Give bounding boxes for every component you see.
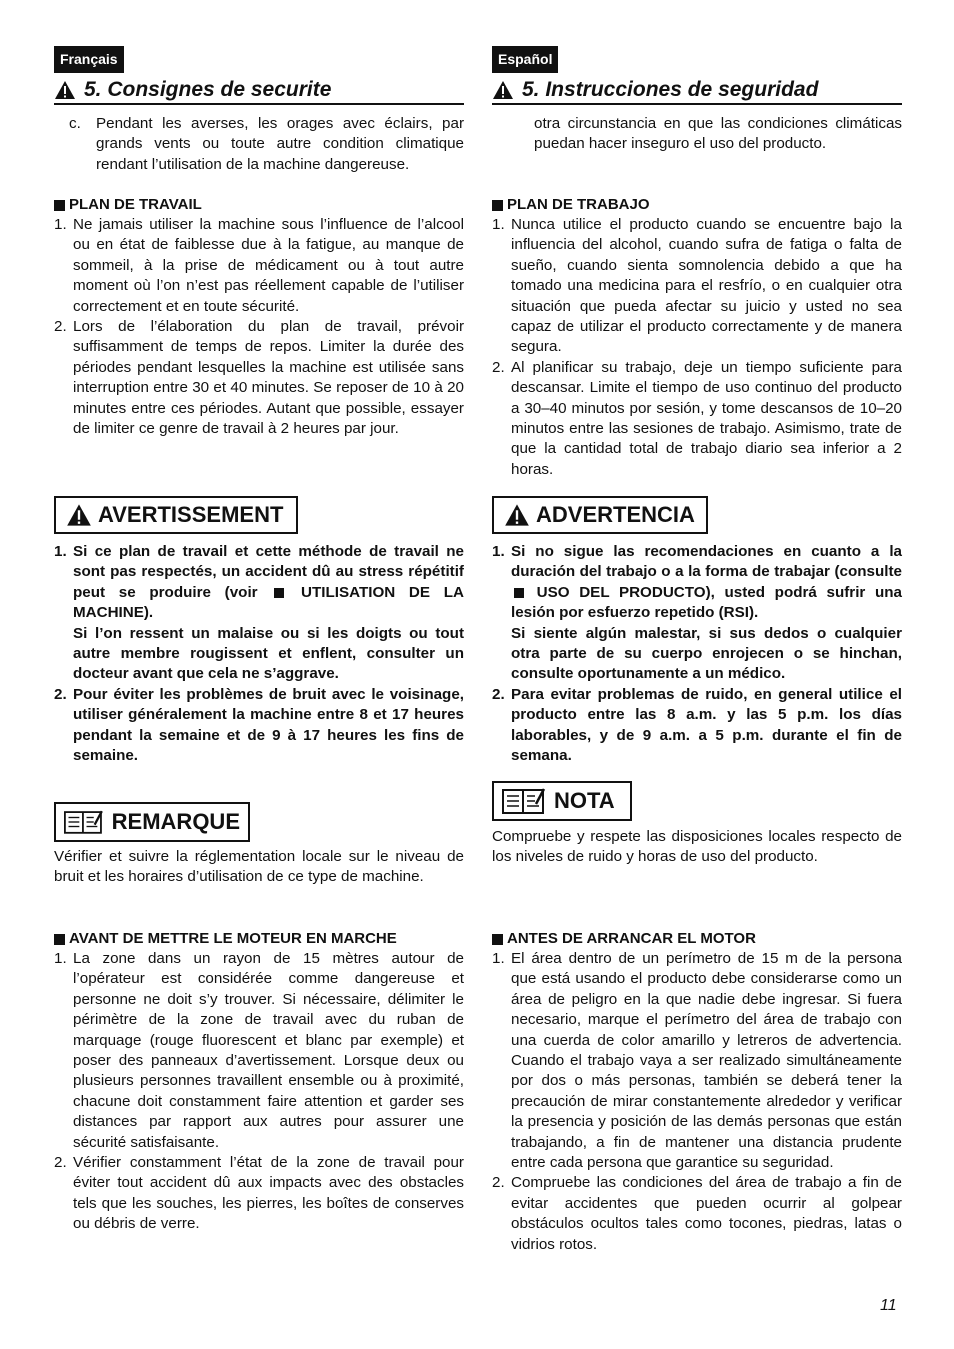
intro-text: otra circunstancia en que las condiciones climáticas puedan hacer inseguro el uso del producto. bbox=[534, 115, 902, 153]
start-heading-es: ANTES DE ARRANCAR EL MOTOR bbox=[492, 929, 902, 949]
list-item: 1. Si no sigue las recomendaciones en cuanto a la duración del trabajo o a la forma de trabajar (consulte USO DEL PRODUCTO), usted podrá sufrir una lesión por esfuerzo repetido (RSI). Si siente algún malestar, si sus dedos o cualquier otra parte de su cuerpo enrojecen o se hinchan, consulte oportunamente a un médico. bbox=[492, 543, 902, 683]
list-item: 2. Compruebe las condiciones del área de trabajo a fin de evitar accidentes que pueden ocurrir al golpear obstáculos ocultos tales como tocones, piedras, latas o vidrios rotos. bbox=[492, 1174, 902, 1253]
warning-content-fr bbox=[54, 542, 464, 766]
plan-section-fr bbox=[54, 195, 464, 439]
bullet-square-icon bbox=[492, 200, 503, 211]
section-title-text: 5. Consignes de securite bbox=[84, 78, 332, 101]
warning-label: AVERTISSEMENT bbox=[98, 502, 284, 527]
list-item: 2. Para evitar problemas de ruido, en general utilice el producto entre las 8 a.m. y las 5 p.m. los días laborables, y de 9 a.m. a 5 p.m. durante el fin de semana. bbox=[492, 685, 902, 765]
start-heading-fr: AVANT DE METTRE LE MOTEUR EN MARCHE bbox=[54, 929, 464, 949]
bullet-square-icon bbox=[54, 200, 65, 211]
list-item: 2. Lors de l’élaboration du plan de travail, prévoir suffisamment de temps de repos. Limiter la durée des périodes pendant lesquelles la machine est utilisée sans interruption entre 30 et 40 minutes. Se reposer de 10 à 20 minutes entre ces périodes. Autant que possible, essayer de limiter ce genre de travail à 2 heures par jour. bbox=[54, 318, 464, 438]
list-item: 1. La zone dans un rayon de 15 mètres autour de l’opérateur est considérée comme dangereuse et personne ne doit s’y trouver. Si nécessaire, délimiter le périmètre de la zone de travail avec du ruban de marquage (rouge fluorescent et blanc par exemple) et poser des panneaux d’avertissement. Lorsque deux ou plusieurs personnes travaillent ensemble ou à proximité, chacune doit constamment faire attention et garder ses distances par rapport aux autres pour assurer une sécurité satisfaisante. bbox=[54, 950, 464, 1151]
warning-box-es bbox=[492, 496, 708, 534]
intro-paragraph-fr bbox=[54, 114, 464, 175]
warning-triangle-icon bbox=[504, 503, 530, 527]
warning-box-fr bbox=[54, 496, 298, 534]
note-label: REMARQUE bbox=[111, 809, 240, 834]
note-box-fr bbox=[54, 802, 250, 842]
list-item: 2. Vérifier constamment l’état de la zone de travail pour éviter tout accident dû aux impacts avec des obstacles tels que les souches, les pierres, les boîtes de conserves ou débris de verre. bbox=[54, 1154, 464, 1233]
list-item: 1. Ne jamais utiliser la machine sous l’influence de l’alcool ou en état de faiblesse due à la fatigue, au manque de sommeil, à la prise de médicament ou à tout autre moment où l’on n’est pas réellement capable de l’utiliser correctement et en toute sécurité. bbox=[54, 216, 464, 315]
intro-text: Pendant les averses, les orages avec éclairs, par grands vents ou toute autre condition climatique rendant l’utilisation de la machine dangereuse. bbox=[96, 115, 464, 173]
list-item: 2. Pour éviter les problèmes de bruit avec le voisinage, utiliser généralement la machine entre 8 et 17 heures pendant la semaine et de 9 à 17 heures les fins de semaine. bbox=[54, 685, 464, 765]
start-section-fr bbox=[54, 929, 464, 1235]
bullet-square-icon bbox=[274, 588, 284, 598]
page-number: 11 bbox=[880, 1297, 897, 1314]
bullet-square-icon bbox=[514, 588, 524, 598]
list-item: 2. Al planificar su trabajo, deje un tiempo suficiente para descansar. Limite el tiempo de uso continuo del producto a 30–40 minutos por sesión, y tome descansos de 10–20 minutos entre las sesiones de trabajo. Asimismo, trate de que la cantidad total de trabajo diario sea inferior a 2 horas. bbox=[492, 358, 902, 478]
list-item: 1. Nunca utilice el producto cuando se encuentre bajo la influencia del alcohol, cuando sufra de fatiga o falta de sueño, cuando sienta somnolencia debido a que ha tomado una medicina para el resfrío, o en cualquier otra situación que pueda afectar su juicio y usted no sea capaz de utilizar el producto correctamente y de manera segura. bbox=[492, 216, 902, 356]
intro-letter: c. bbox=[69, 115, 81, 132]
plan-heading-es: PLAN DE TRABAJO bbox=[492, 195, 902, 215]
notebook-icon bbox=[502, 787, 546, 815]
plan-heading-fr: PLAN DE TRAVAIL bbox=[54, 195, 464, 215]
warning-label: ADVERTENCIA bbox=[536, 502, 695, 527]
section-title-fr bbox=[54, 76, 464, 105]
language-tag-fr: Français bbox=[54, 46, 124, 73]
list-item: 1. El área dentro de un perímetro de 15 m de la persona que está usando el producto debe considerarse como un área de peligro en la que nadie debe ingresar. Si fuera necesario, marque el perímetro del área de trabajo con una cuerda de color amarillo y letreros de advertencia. Cuando el trabajo vaya a ser realizado simultáneamente por dos o más personas, también se deberá tener la precaución de mirar constantemente alrededor y verificar la presencia y posición de las demás personas que están trabajando, a fin de mantener una distancia prudente entre cada persona que garantice su seguridad. bbox=[492, 950, 902, 1172]
plan-section-es bbox=[492, 195, 902, 480]
note-text-fr: Vérifier et suivre la réglementation locale sur le niveau de bruit et les horaires d’utilisation de ce type de machine. bbox=[54, 848, 464, 886]
section-title-text: 5. Instrucciones de seguridad bbox=[522, 78, 819, 101]
warning-content-es bbox=[492, 542, 902, 766]
bullet-square-icon bbox=[492, 934, 503, 945]
bullet-square-icon bbox=[54, 934, 65, 945]
note-label: NOTA bbox=[554, 788, 615, 813]
start-section-es bbox=[492, 929, 902, 1255]
warning-triangle-icon bbox=[66, 503, 92, 527]
warning-triangle-icon bbox=[54, 80, 76, 100]
section-title-es bbox=[492, 76, 902, 105]
note-box-es bbox=[492, 781, 632, 821]
warning-triangle-icon bbox=[492, 80, 514, 100]
notebook-icon bbox=[64, 808, 104, 836]
list-item: 1. Si ce plan de travail et cette méthode de travail ne sont pas respectés, un accident dû au stress répétitif peut se produire (voir UTILISATION DE LA MACHINE). Si l’on ressent un malaise ou si les doigts ou tout autre membre rougissent et enflent, consulter un docteur avant que cela ne s’aggrave. bbox=[54, 543, 464, 683]
intro-paragraph-es bbox=[492, 114, 902, 155]
language-tag-es: Español bbox=[492, 46, 558, 73]
note-text-es: Compruebe y respete las disposiciones locales respecto de los niveles de ruido y horas de uso del producto. bbox=[492, 828, 902, 866]
